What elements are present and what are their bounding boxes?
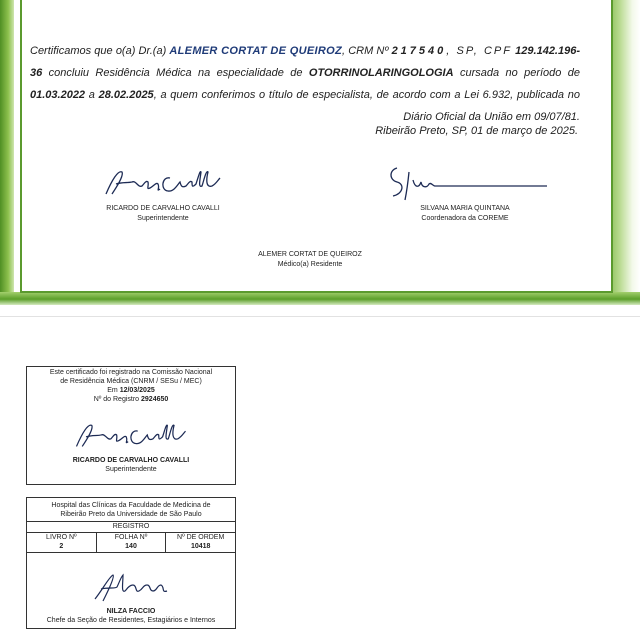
- green-border-left: [0, 0, 14, 305]
- text-2: cursada no período de: [459, 67, 581, 79]
- text-3: a: [88, 89, 95, 101]
- registry-number-line: [27, 395, 235, 404]
- signature-block-resident: [225, 250, 395, 270]
- ordem-value: 10418: [190, 543, 211, 550]
- place-date: Ribeirão Preto, SP, 01 de março de 2025.: [375, 125, 578, 137]
- crm-number: 217540: [391, 45, 447, 57]
- registry-signer-role: Superintendente: [105, 466, 157, 473]
- certificate-text: [30, 40, 580, 128]
- folha-header: FOLHA Nº: [114, 534, 148, 541]
- signature-block-left: [88, 158, 238, 224]
- hospital-signer-name: NILZA FACCIO: [106, 608, 156, 615]
- signer-name-right: SILVANA MARIA QUINTANA: [420, 205, 510, 212]
- ordem-header: Nº DE ORDEM: [177, 534, 225, 541]
- signature-block-right: [370, 158, 560, 224]
- signature-silvana: [375, 158, 555, 204]
- text-1: concluiu Residência Médica na especialidade de: [48, 67, 303, 79]
- signer-role-right: Coordenadora da COREME: [421, 215, 509, 222]
- hospital-line-1: Hospital das Clínicas da Faculdade de Medicina de: [51, 502, 211, 509]
- date-start: 01.03.2022: [30, 89, 86, 101]
- signature-ricardo-registry: [66, 412, 196, 456]
- registry-date-line: [27, 386, 235, 395]
- registry-number-prefix: Nº do Registro: [93, 396, 140, 403]
- text-4: , a quem conferimos o título de especialista, de acordo com a Lei 6.932, publicada no Diário Oficial da União em 09/07/81.: [153, 89, 580, 123]
- livro-cell: [27, 533, 96, 552]
- folha-value: 140: [125, 543, 137, 550]
- green-border-bottom: [0, 292, 640, 305]
- folha-cell: [96, 533, 166, 552]
- registry-signer-name: RICARDO DE CARVALHO CAVALLI: [72, 457, 190, 464]
- livro-header: LIVRO Nº: [46, 534, 77, 541]
- hospital-registry-box: [26, 497, 236, 629]
- signature-ricardo: [98, 158, 228, 204]
- hospital-signer-role: Chefe da Seção de Residentes, Estagiários e Internos: [46, 617, 216, 624]
- registry-line-2: de Residência Médica (CNRM / SESu / MEC): [60, 378, 202, 385]
- registry-date-prefix: Em: [107, 387, 118, 394]
- registro-label: REGISTRO: [27, 522, 235, 533]
- hospital-header: [27, 498, 235, 522]
- resident-name: ALEMER CORTAT DE QUEIROZ: [169, 45, 342, 57]
- crm-label: , CRM Nº: [341, 45, 389, 57]
- specialty: OTORRINOLARINGOLOGIA: [308, 67, 454, 79]
- signature-nilza: [81, 567, 181, 607]
- registro-table: [27, 533, 235, 553]
- hospital-line-2: Ribeirão Preto da Universidade de São Paulo: [60, 511, 202, 518]
- registry-date: 12/03/2025: [119, 387, 155, 394]
- ordem-cell: [165, 533, 235, 552]
- livro-value: 2: [59, 543, 64, 550]
- cpf-number: 129.142.196-36: [30, 45, 581, 79]
- registry-number: 2924650: [141, 396, 169, 403]
- registry-line-1: Este certificado foi registrado na Comissão Nacional: [49, 369, 213, 376]
- certificate-page: [0, 0, 640, 305]
- crm-state: , SP, CPF: [446, 45, 512, 57]
- date-end: 28.02.2025: [98, 89, 154, 101]
- cnrm-registry-box: [26, 366, 236, 485]
- page-separator: [0, 316, 640, 317]
- signer-role-left: Superintendente: [137, 215, 189, 222]
- signer-name-left: RICARDO DE CARVALHO CAVALLI: [106, 205, 220, 212]
- resident-signer-role: Médico(a) Residente: [277, 261, 343, 268]
- resident-signer-name: ALEMER CORTAT DE QUEIROZ: [258, 251, 362, 258]
- intro-text: Certificamos que o(a) Dr.(a): [30, 45, 167, 57]
